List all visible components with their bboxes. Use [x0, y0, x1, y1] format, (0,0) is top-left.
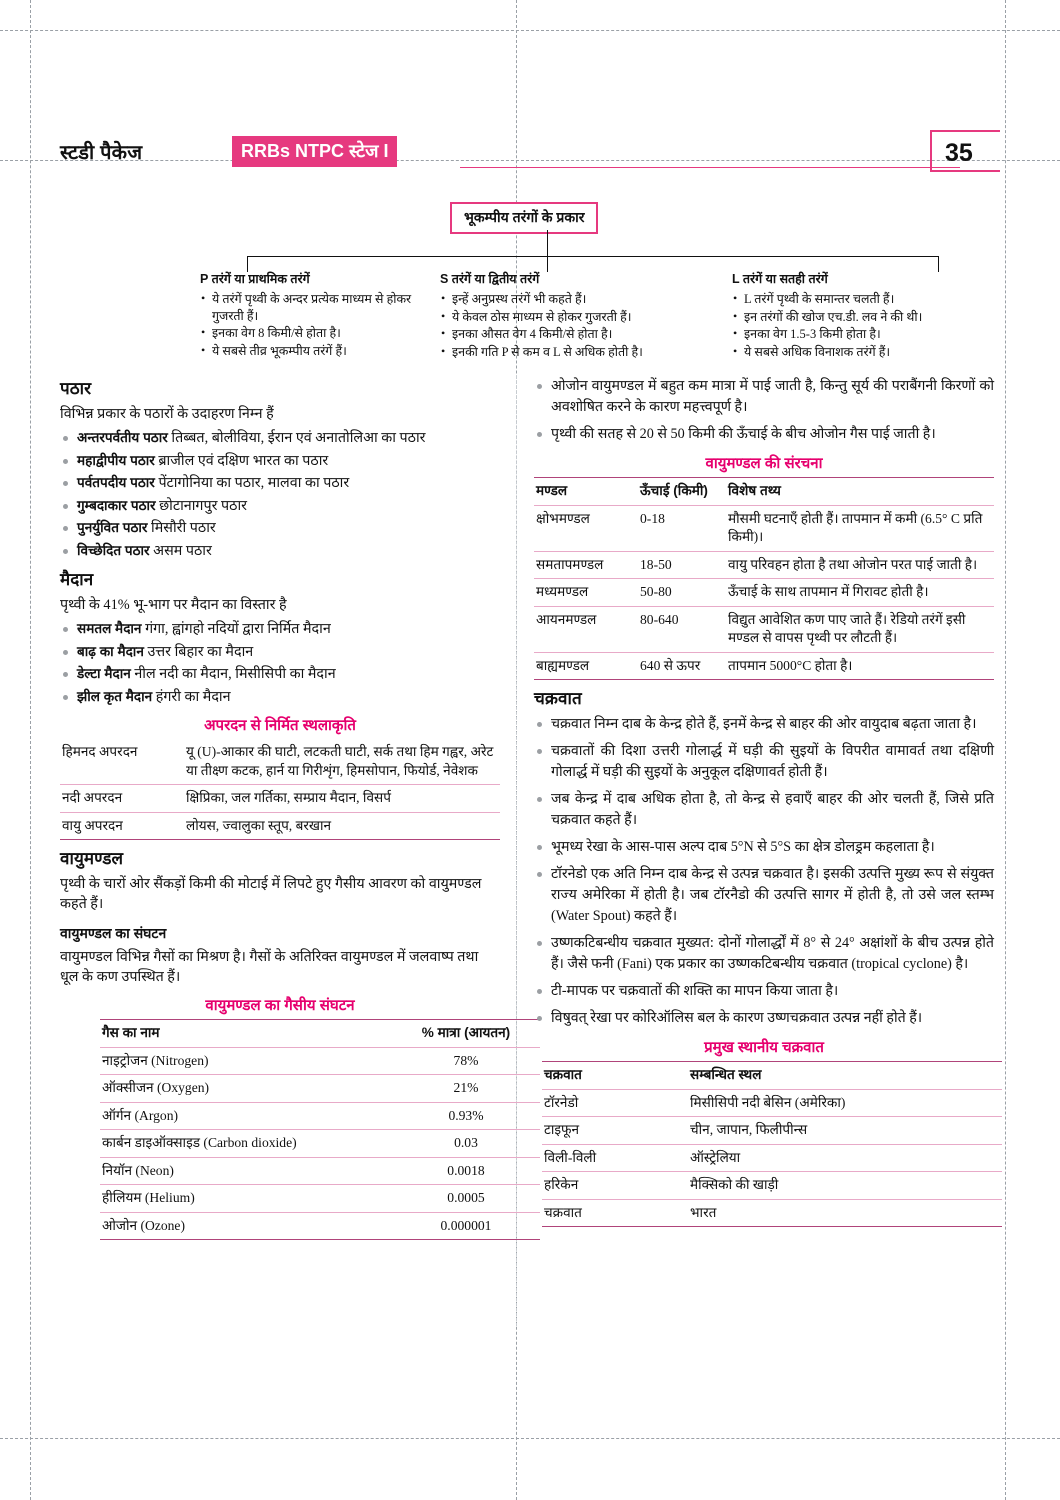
table-row — [542, 1199, 1002, 1227]
table-row — [100, 1185, 540, 1213]
term: समतल मैदान — [77, 621, 142, 636]
cyclone-points-list — [534, 714, 994, 1029]
cell-facts: ऊँचाई के साथ तापमान में गिरावट होती है। — [728, 584, 929, 599]
list-item — [60, 619, 500, 640]
cell-facts: मौसमी घटनाएँ होती हैं। तापमान में कमी (6.5° C प्रति किमी)। — [728, 510, 983, 544]
list-item — [60, 518, 500, 539]
crop-mark-top — [0, 30, 1060, 31]
cell-place: मिसीसिपी नदी बेसिन (अमेरिका) — [690, 1094, 846, 1110]
header-rule — [460, 167, 960, 168]
cell-place: भारत — [690, 1204, 717, 1220]
cell-layer: समतापमण्डल — [536, 556, 604, 572]
desc: मिसौरी पठार — [151, 520, 216, 536]
list-item — [60, 541, 500, 562]
local-cyclone-table-wrap — [534, 1037, 994, 1227]
table-row — [60, 739, 500, 785]
column-header-facts: विशेष तथ्य — [728, 483, 781, 498]
list-item: टी-मापक पर चक्रवातों की शक्ति का मापन किया जाता है। — [534, 981, 994, 1002]
cell-height: 640 से ऊपर — [640, 657, 701, 673]
list-item: जब केन्द्र में दाब अधिक होता है, तो केन्द्र से हवाएँ बाहर की ओर चलती हैं, जिसे प्रति चक्रवात कहते हैं। — [534, 789, 994, 831]
table-row — [534, 579, 994, 607]
list-item — [60, 642, 500, 663]
table-row — [542, 1117, 1002, 1145]
desc: गंगा, ह्वांगहो नदियों द्वारा निर्मित मैदान — [145, 621, 331, 637]
header-badge: RRBs NTPC स्टेज I — [232, 136, 397, 167]
cell-cyclone: हरिकेन — [544, 1177, 579, 1192]
branch-point: • इन तरंगों की खोज एच.डी. लव ने की थी। — [732, 309, 992, 326]
term: अन्तरपर्वतीय पठार — [77, 430, 168, 445]
diagram-stem-line — [547, 230, 548, 256]
table-header-row — [100, 1020, 540, 1048]
branch-heading: S तरंगें या द्वितीय तरंगें — [440, 272, 540, 286]
list-item: टॉरनेडो एक अति निम्न दाब केन्द्र से उत्पन्न चक्रवात है। इसकी उत्पत्ति मुख्य रूप से संयुक्त राज्य अमेरिका में होती है। जब टॉरनैडो की उत्पत्ति सागर में होती है, तो उसे जल स्तम्भ (Water Spout) कहते हैं। — [534, 864, 994, 927]
page-number: 35 — [945, 139, 973, 167]
table-header-row — [542, 1062, 1002, 1090]
section-heading-plateau: पठार — [60, 379, 92, 398]
cell-key: वायु अपरदन — [62, 817, 123, 833]
list-item: पृथ्वी की सतह से 20 से 50 किमी की ऊँचाई के बीच ओजोन गैस पाई जाती है। — [534, 424, 994, 445]
column-header-cyclone: चक्रवात — [544, 1067, 582, 1082]
list-item: विषुवत् रेखा पर कोरिऑलिस बल के कारण उष्णचक्रवात उत्पन्न नहीं होते हैं। — [534, 1008, 994, 1029]
table-row — [60, 812, 500, 840]
table-row — [542, 1144, 1002, 1172]
seismic-waves-diagram — [60, 200, 1000, 365]
local-cyclone-table — [542, 1061, 1002, 1227]
list-item — [60, 428, 500, 449]
term: विच्छेदित पठार — [77, 542, 150, 558]
section-heading-plains: मैदान — [60, 570, 94, 589]
desc: छोटानागपुर पठार — [159, 497, 247, 514]
term: पुनर्युवित पठार — [77, 520, 148, 535]
crop-mark-bottom — [0, 1438, 1060, 1439]
table-row — [60, 785, 500, 813]
branch-heading: L तरंगें या सतही तरंगें — [732, 272, 828, 286]
desc: नील नदी का मैदान, मिसीसिपी का मैदान — [134, 666, 336, 682]
cell-place: मैक्सिको की खाड़ी — [690, 1177, 779, 1192]
cell-pct: 0.0018 — [447, 1162, 485, 1178]
column-header-height: ऊँचाई (किमी) — [640, 483, 708, 498]
list-item: उष्णकटिबन्धीय चक्रवात मुख्यत: दोनों गोलार्द्धों में 8° से 24° अक्षांशों के बीच उत्पन्न होते हैं। जैसे फनी (Fani) एक प्रकार का उष्णकटिबन्धीय चक्रवात (tropical cyclone) है। — [534, 933, 994, 975]
desc: तिब्बत, बोलीविया, ईरान एवं अनातोलिआ का पठार — [171, 430, 426, 446]
cell-gas: ऑक्सीजन (Oxygen) — [102, 1080, 210, 1095]
term: बाढ़ का मैदान — [77, 643, 144, 659]
list-item: ओजोन वायुमण्डल में बहुत कम मात्रा में पाई जाती है, किन्तु सूर्य की पराबैंगनी किरणों को अवशोषित करने के कारण महत्त्वपूर्ण है। — [534, 376, 994, 418]
list-item — [60, 687, 500, 708]
cell-layer: आयनमण्डल — [536, 611, 597, 627]
term: पर्वतपदीय पठार — [77, 475, 155, 490]
erosion-table-wrap — [60, 715, 500, 840]
cell-gas: नियॉन (Neon) — [102, 1162, 174, 1178]
atmosphere-para: पृथ्वी के चारों ओर सैंकड़ों किमी की मोटाई में लिपटे हुए गैसीय आवरण को वायुमण्डल कहते हैं। — [60, 876, 482, 912]
left-column — [60, 376, 511, 1246]
table-row — [100, 1075, 540, 1103]
desc: उत्तर बिहार का मैदान — [147, 643, 254, 660]
cell-key: नदी अपरदन — [62, 790, 123, 805]
desc: हंगरी का मैदान — [155, 688, 231, 705]
header-title: स्टडी पैकेज — [60, 142, 143, 164]
table-row — [542, 1172, 1002, 1200]
crop-mark-left — [30, 0, 31, 1500]
list-item: चक्रवात निम्न दाब के केन्द्र होते हैं, इनमें केन्द्र से बाहर की ओर वायुदाब बढ़ता जाता है। — [534, 714, 994, 735]
cell-gas: हीलियम (Helium) — [102, 1190, 195, 1205]
table-row — [100, 1157, 540, 1185]
branch-point: • इन्हें अनुप्रस्थ तरंगें भी कहते हैं। — [440, 291, 740, 308]
list-item — [60, 496, 500, 517]
branch-point: • इनका वेग 1.5-3 किमी होता है। — [732, 326, 992, 343]
cell-pct: 0.0005 — [447, 1190, 485, 1205]
table-row — [100, 1212, 540, 1240]
cell-pct: 0.93% — [448, 1107, 484, 1123]
list-item: चक्रवातों की दिशा उत्तरी गोलार्द्ध में घड़ी की सुइयों के विपरीत वामावर्त तथा दक्षिणी गोलार्द्ध में घड़ी की सुइयों के अनुकूल दक्षिणावर्त होती हैं। — [534, 741, 994, 783]
table-header-row — [534, 478, 994, 506]
section-heading-atmosphere: वायुमण्डल — [60, 849, 124, 868]
cell-facts: वायु परिवहन होता है तथा ओजोन परत पाई जाती है। — [728, 556, 978, 572]
term: महाद्वीपीय पठार — [77, 452, 155, 468]
desc: पेंटागोनिया का पठार, मालवा का पठार — [158, 475, 350, 491]
structure-table-title: वायुमण्डल की संरचना — [705, 455, 823, 472]
cell-cyclone: टाइफून — [544, 1122, 580, 1137]
cell-place: ऑस्ट्रेलिया — [690, 1149, 741, 1165]
cell-layer: क्षोभमण्डल — [536, 510, 590, 526]
branch-point: • इनका वेग 8 किमी/से होता है। — [200, 325, 430, 342]
table-row — [100, 1130, 540, 1158]
diagram-title: भूकम्पीय तरंगों के प्रकार — [450, 202, 598, 234]
atmosphere-structure-table — [534, 477, 994, 680]
cell-value: यू (U)-आकार की घाटी, लटकती घाटी, सर्क तथा हिम गह्वर, अरेट या तीक्ष्ण कटक, हार्न या गिरीशृंग, हिमसोपान, फियोर्ड, नेवेशक — [186, 744, 494, 778]
cell-height: 50-80 — [640, 584, 672, 599]
crop-mark-right — [1005, 0, 1006, 1500]
table-row — [534, 505, 994, 551]
plains-list — [60, 619, 500, 707]
column-header-layer: मण्डल — [536, 483, 568, 498]
erosion-table — [60, 739, 500, 840]
diagram-branch-p — [200, 270, 430, 360]
plains-intro: पृथ्वी के 41% भू-भाग पर मैदान का विस्तार है — [60, 597, 287, 613]
table-row — [534, 652, 994, 680]
cell-cyclone: टॉरनेडो — [544, 1094, 579, 1110]
branch-point: • ये केवल ठोस माध्यम से होकर गुजरती हैं। — [440, 309, 740, 326]
cell-key: हिमनद अपरदन — [62, 744, 138, 759]
list-item: भूमध्य रेखा के आस-पास अल्प दाब 5°N से 5°S का क्षेत्र डोलड्रम कहलाता है। — [534, 837, 994, 858]
cell-pct: 21% — [453, 1080, 479, 1095]
composition-para: वायुमण्डल विभिन्न गैसों का मिश्रण है। गैसों के अतिरिक्त वायुमण्डल में जलवाष्प तथा धूल के कण उपस्थित हैं। — [60, 949, 479, 985]
table-row — [534, 606, 994, 652]
structure-table-wrap — [534, 453, 994, 680]
cell-layer: मध्यमण्डल — [536, 584, 589, 599]
local-cyclone-table-title: प्रमुख स्थानीय चक्रवात — [704, 1039, 824, 1056]
cell-cyclone: विली-विली — [544, 1149, 597, 1165]
table-row — [542, 1089, 1002, 1117]
cell-gas: कार्बन डाइऑक्साइड (Carbon dioxide) — [102, 1135, 297, 1150]
table-row — [100, 1102, 540, 1130]
cell-place: चीन, जापान, फिलीपीन्स — [690, 1122, 808, 1137]
cell-value: लोयस, ज्वालुका स्तूप, बरखान — [186, 817, 332, 833]
diagram-branch-s — [440, 270, 740, 361]
cell-height: 18-50 — [640, 556, 672, 572]
table-row — [100, 1047, 540, 1075]
desc: ब्राजील एवं दक्षिण भारत का पठार — [158, 452, 329, 469]
branch-point: • ये सबसे अधिक विनाशक तरंगें हैं। — [732, 344, 992, 361]
cell-pct: 78% — [453, 1052, 479, 1068]
column-header-percent: % मात्रा (आयतन) — [421, 1025, 511, 1040]
column-header-gas: गैस का नाम — [102, 1025, 160, 1040]
list-item — [60, 451, 500, 472]
cell-gas: ओजोन (Ozone) — [102, 1217, 185, 1233]
gas-table-wrap — [60, 995, 511, 1240]
branch-point: • इनकी गति P से कम व L से अधिक होती है। — [440, 344, 740, 361]
gas-composition-table — [100, 1019, 540, 1240]
erosion-table-title: अपरदन से निर्मित स्थलाकृति — [204, 717, 356, 734]
list-item — [60, 664, 500, 685]
branch-heading: P तरंगें या प्राथमिक तरंगें — [200, 272, 310, 286]
plateau-list — [60, 428, 500, 561]
section-heading-cyclone: चक्रवात — [534, 689, 582, 708]
column-header-place: सम्बन्धित स्थल — [690, 1067, 762, 1082]
cell-facts: तापमान 5000°C होता है। — [728, 657, 853, 673]
term: गुम्बदाकार पठार — [77, 497, 156, 513]
term: झील कृत मैदान — [77, 688, 153, 704]
term: डेल्टा मैदान — [77, 666, 131, 681]
cell-height: 80-640 — [640, 611, 679, 627]
branch-point: • इनका औसत वेग 4 किमी/से होता है। — [440, 326, 740, 343]
ozone-points-list — [534, 376, 994, 445]
branch-point: • L तरंगें पृथ्वी के समान्तर चलती हैं। — [732, 291, 992, 308]
right-column — [534, 376, 994, 1233]
cell-height: 0-18 — [640, 510, 665, 526]
cell-layer: बाह्यमण्डल — [536, 657, 590, 673]
cell-value: क्षिप्रिका, जल गर्तिका, सम्प्राय मैदान, विसर्प — [186, 790, 391, 805]
branch-point: • ये तरंगें पृथ्वी के अन्दर प्रत्येक माध्यम से होकर गुजरती हैं। — [200, 291, 430, 324]
cell-cyclone: चक्रवात — [544, 1204, 582, 1220]
diagram-bus-line — [247, 256, 939, 257]
subheading-composition: वायुमण्डल का संघटन — [60, 925, 167, 941]
table-row — [534, 551, 994, 579]
cell-gas: ऑर्गन (Argon) — [102, 1107, 179, 1123]
cell-pct: 0.03 — [454, 1135, 478, 1150]
gas-table-title: वायुमण्डल का गैसीय संघटन — [205, 997, 355, 1014]
cell-gas: नाइट्रोजन (Nitrogen) — [102, 1052, 209, 1068]
cell-facts: विद्युत आवेशित कण पाए जाते हैं। रेडियो तरंगें इसी मण्डल से वापस पृथ्वी पर लौटती हैं। — [728, 611, 966, 645]
diagram-branch-l — [732, 270, 992, 361]
page-header — [60, 138, 1000, 172]
list-item — [60, 473, 500, 494]
plateau-intro: विभिन्न प्रकार के पठारों के उदाहरण निम्न हैं — [60, 406, 274, 422]
branch-point: • ये सबसे तीव्र भूकम्पीय तरंगें हैं। — [200, 343, 430, 360]
desc: असम पठार — [153, 542, 212, 559]
cell-pct: 0.000001 — [440, 1217, 492, 1233]
